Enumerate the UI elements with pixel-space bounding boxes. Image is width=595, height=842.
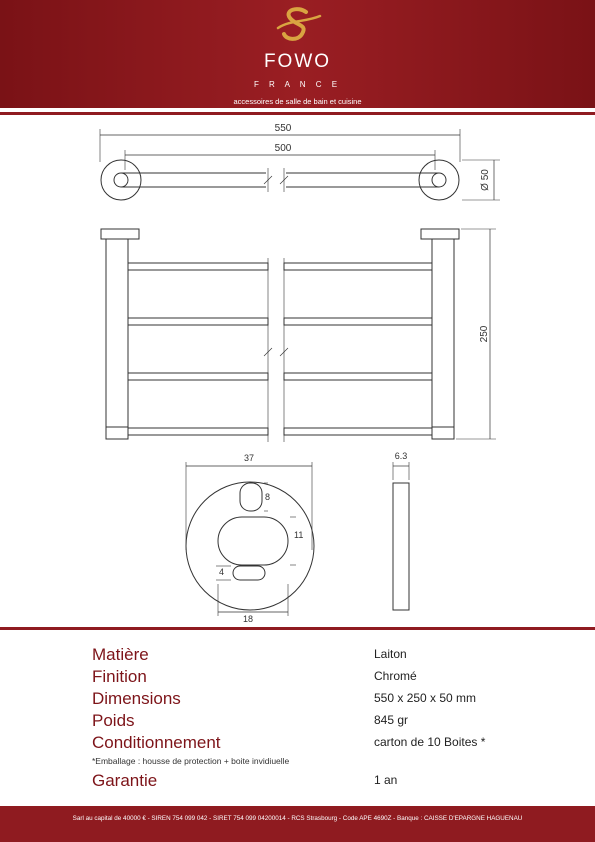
spec-label-conditionnement: Conditionnement (92, 733, 221, 752)
dim-small-height: 4 (219, 567, 225, 577)
spec-value-matiere: Laiton (374, 647, 407, 661)
spec-label-matiere: Matière (92, 645, 149, 664)
fowo-logo-icon (272, 6, 324, 46)
brand-name: FOWO (263, 51, 332, 72)
packaging-note: *Emballage : housse de protection + boite invidiuelle (92, 756, 290, 766)
spec-label-finition: Finition (92, 667, 147, 686)
spec-value-poids: 845 gr (374, 713, 409, 727)
dim-plate-width: 37 (243, 453, 255, 463)
spec-label-dimensions: Dimensions (92, 689, 181, 708)
brand-country: F R A N C E (253, 80, 342, 89)
header-banner (0, 0, 595, 108)
dim-slot-height: 8 (265, 492, 271, 502)
spec-value-conditionnement: carton de 10 Boites * (374, 735, 486, 749)
footer-band (0, 806, 595, 842)
dim-height: 250 (479, 325, 490, 343)
spec-label-poids: Poids (92, 711, 135, 730)
spec-value-dimensions: 550 x 250 x 50 mm (374, 691, 477, 705)
technical-drawing (0, 115, 595, 627)
spec-label-garantie: Garantie (92, 771, 158, 790)
dim-thickness: 6.3 (394, 451, 408, 461)
company-legal-info: Sarl au capital de 40000 € - SIREN 754 099 042 - SIRET 754 099 04200014 - RCS Strasbourg - Code APE 4690Z - Banque : CAISSE D'EPARGNE HAGUENAU (72, 815, 523, 822)
dim-total-width: 550 (274, 123, 292, 134)
spec-value-garantie: 1 an (374, 773, 398, 787)
dim-bottom-width: 18 (242, 614, 254, 624)
spec-value-finition: Chromé (374, 669, 417, 683)
dim-inner-width: 500 (274, 143, 292, 154)
dim-diameter: Ø 50 (480, 169, 491, 191)
specs-divider (0, 627, 595, 630)
brand-tagline: accessoires de salle de bain et cuisine (233, 97, 362, 106)
dim-oval-height: 11 (294, 530, 304, 540)
